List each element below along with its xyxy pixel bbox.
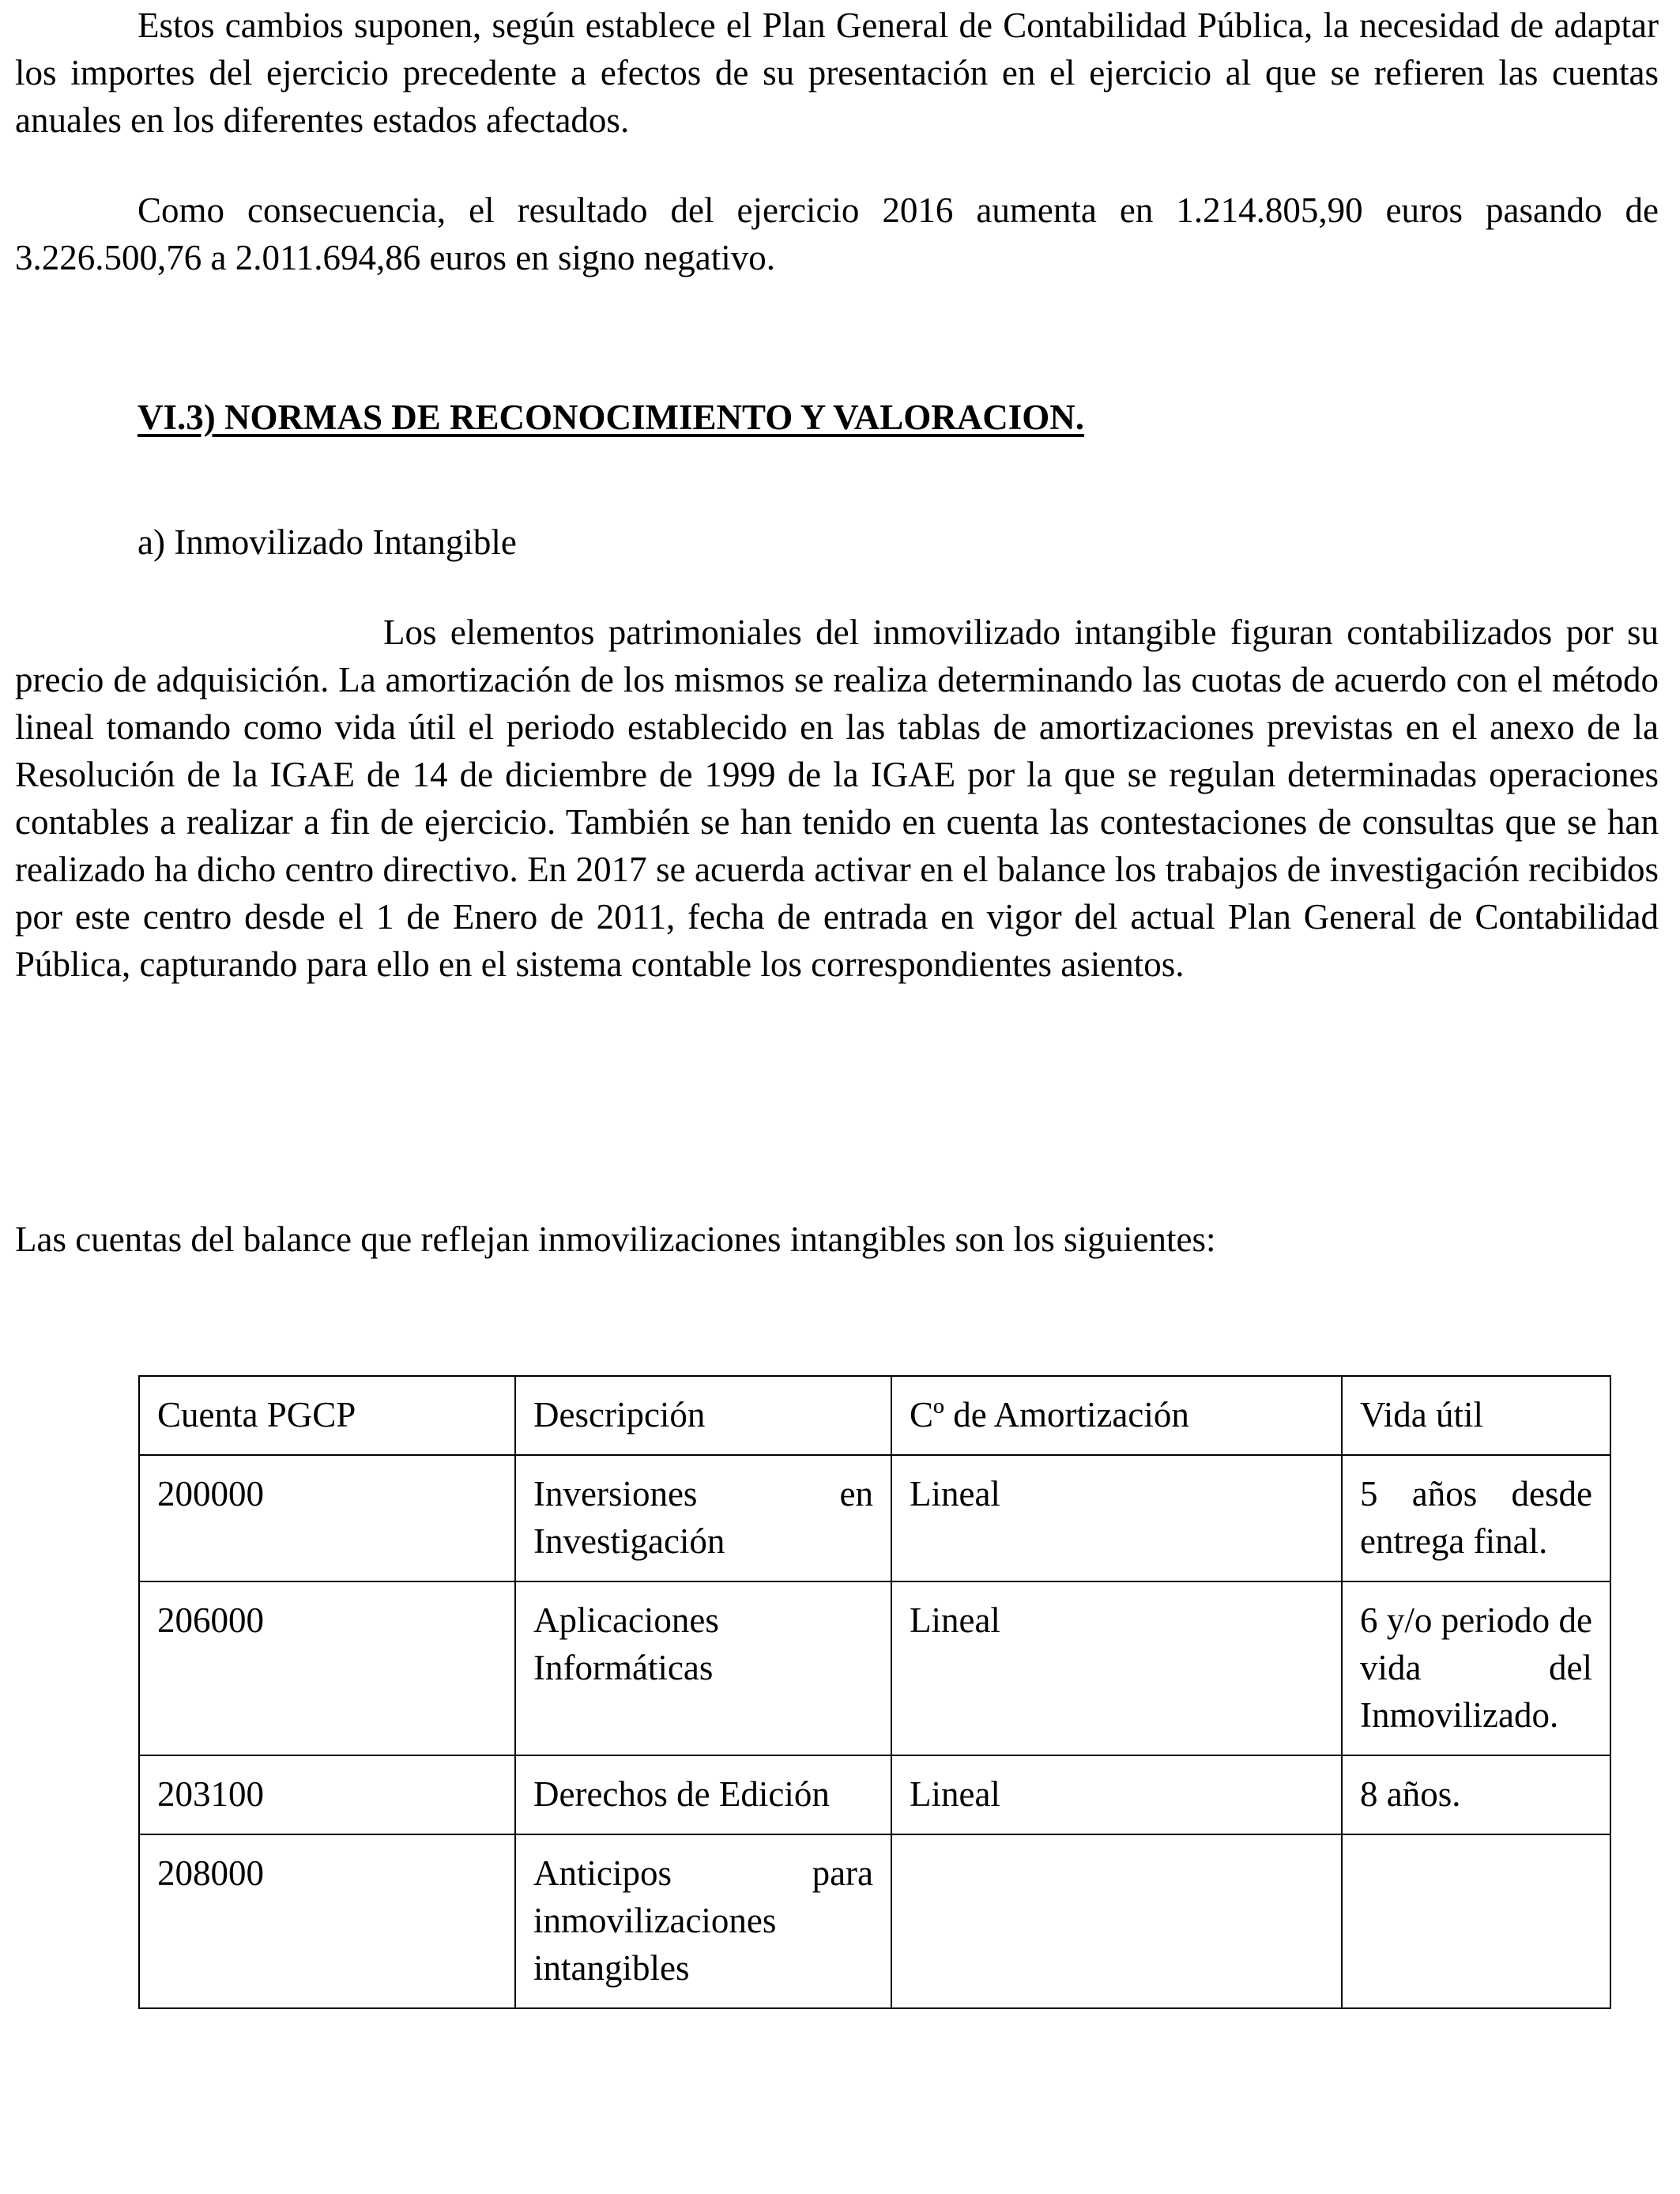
- accounts-table: [138, 1375, 1611, 2009]
- cell-amortizacion: Lineal: [891, 1455, 1342, 1581]
- table-row: [139, 1755, 1610, 1834]
- cell-amortizacion: Lineal: [891, 1581, 1342, 1755]
- paragraph-result-consequence: Como consecuencia, el resultado del ejercicio 2016 aumenta en 1.214.805,90 euros pasando de 3.226.500,76 a 2.011.694,86 euros en signo negativo.: [15, 190, 1659, 277]
- table-row: [139, 1455, 1610, 1581]
- cell-amortizacion: Lineal: [891, 1755, 1342, 1834]
- paragraph-intangible-assets: Los elementos patrimoniales del inmovilizado intangible figuran contabilizados por su precio de adquisición. La amortización de los mismos se realiza determinando las cuotas de acuerdo con el método lineal tomando como vida útil el periodo establecido en las tablas de amortizaciones previstas en el anexo de la Resolución de la IGAE de 14 de diciembre de 1999 de la IGAE por la que se regulan determinadas operaciones contables a realizar a fin de ejercicio. También se han tenido en cuenta las contestaciones de consultas que se han realizado ha dicho centro directivo. En 2017 se acuerda activar en el balance los trabajos de investigación recibidos por este centro desde el 1 de Enero de 2011, fecha de entrada en vigor del actual Plan General de Contabilidad Pública, capturando para ello en el sistema contable los correspondientes asientos.: [15, 613, 1659, 984]
- cell-vida-util: 8 años.: [1342, 1755, 1610, 1834]
- paragraph-adjustment-changes: Estos cambios suponen, según establece el Plan General de Contabilidad Pública, la necesidad de adaptar los importes del ejercicio precedente a efectos de su presentación en el ejercicio al que se refieren las cuentas anuales en los diferentes estados afectados.: [15, 6, 1659, 140]
- cell-cuenta: 203100: [139, 1755, 515, 1834]
- table-row: [139, 1834, 1610, 2008]
- paragraph-accounts-intro: Las cuentas del balance que reflejan inmovilizaciones intangibles son los siguientes:: [15, 1220, 1216, 1259]
- cell-vida-util: 6 y/o periodo de vida del Inmovilizado.: [1342, 1581, 1610, 1755]
- cell-cuenta: 200000: [139, 1455, 515, 1581]
- header-descripcion: Descripción: [515, 1376, 891, 1455]
- table-row: [139, 1581, 1610, 1755]
- cell-descripcion: Aplicaciones Informáticas: [515, 1581, 891, 1755]
- table-header-row: [139, 1376, 1610, 1455]
- section-heading: VI.3) NORMAS DE RECONOCIMIENTO Y VALORACION.: [137, 398, 1085, 437]
- header-amortizacion: Cº de Amortización: [891, 1376, 1342, 1455]
- subsection-heading: a) Inmovilizado Intangible: [137, 522, 517, 562]
- cell-descripcion: Anticipos para inmovilizaciones intangibles: [515, 1834, 891, 2008]
- cell-descripcion: Inversiones en Investigación: [515, 1455, 891, 1581]
- header-cuenta: Cuenta PGCP: [139, 1376, 515, 1455]
- header-vida-util: Vida útil: [1342, 1376, 1610, 1455]
- cell-cuenta: 208000: [139, 1834, 515, 2008]
- cell-vida-util: [1342, 1834, 1610, 2008]
- cell-amortizacion: [891, 1834, 1342, 2008]
- cell-vida-util: 5 años desde entrega final.: [1342, 1455, 1610, 1581]
- cell-cuenta: 206000: [139, 1581, 515, 1755]
- cell-descripcion: Derechos de Edición: [515, 1755, 891, 1834]
